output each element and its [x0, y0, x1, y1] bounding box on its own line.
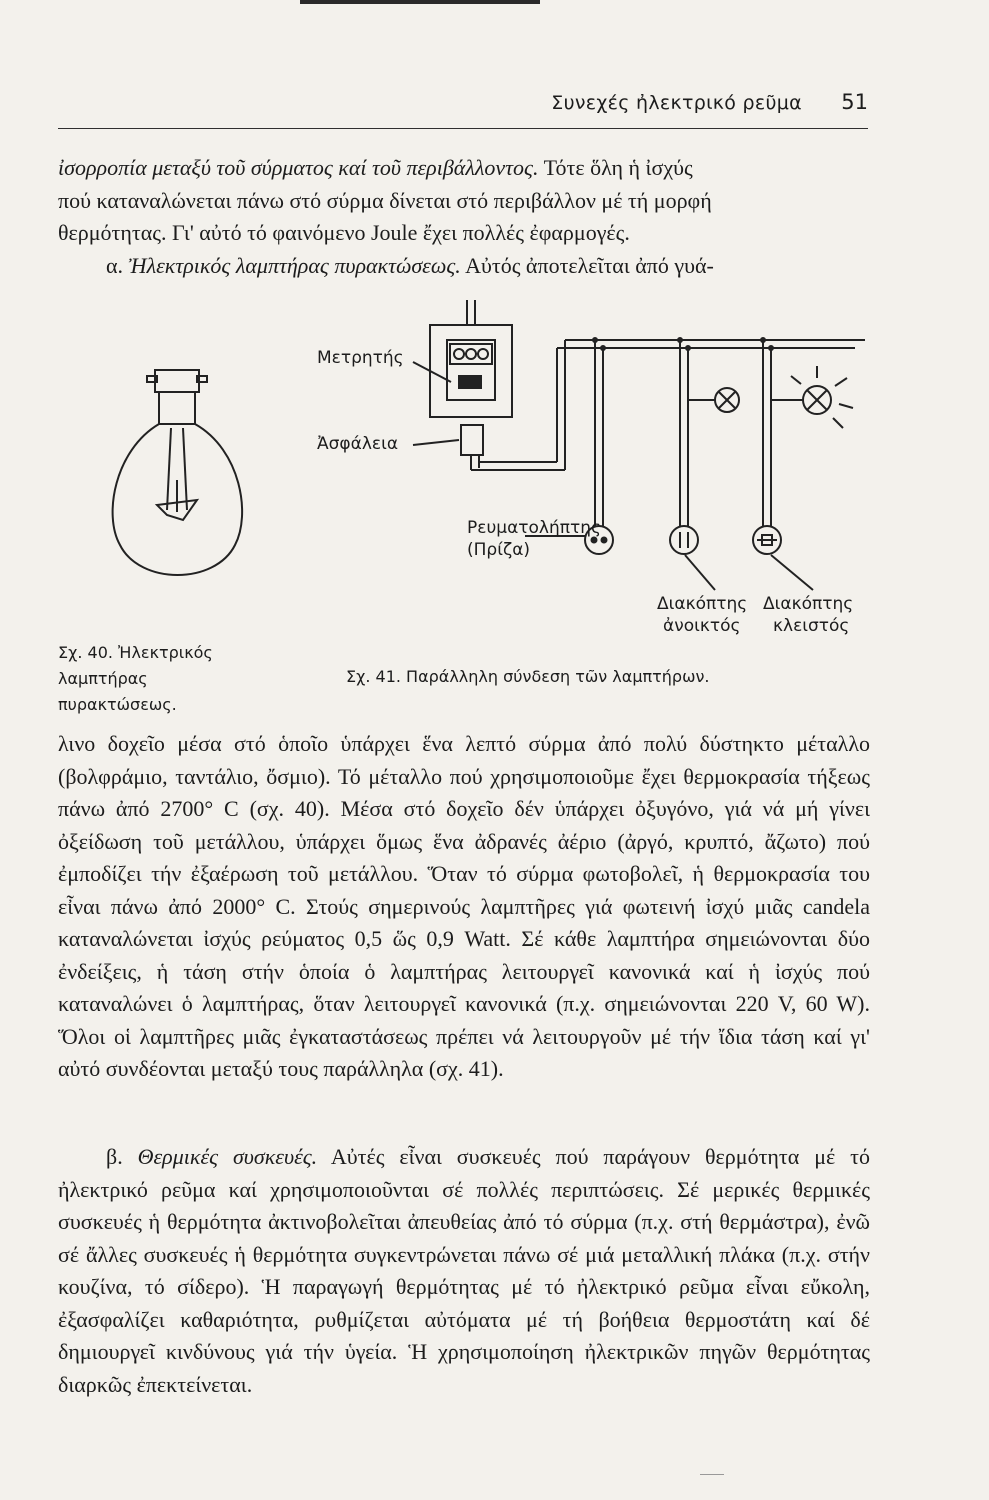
page-number: 51: [841, 90, 868, 114]
intro-line-4: [58, 250, 870, 283]
page-header: [120, 92, 876, 122]
switch-closed-symbol: [753, 526, 781, 554]
intro-paragraph: [58, 152, 870, 282]
intro-italic: ἰσορροπία μεταξύ τοῦ σύρματος καί τοῦ περιβάλλοντος.: [58, 155, 539, 180]
label-switch-open-1: Διακόπτης: [657, 594, 748, 614]
section-title-lamp: Ἠλεκτρικός λαμπτήρας πυρακτώσεως.: [123, 252, 461, 278]
heating-paragraph: [58, 1141, 870, 1401]
caption-fig-40: Σχ. 40. Ἠλεκτρικός λαμπτήρας πυρακτώσεως.: [58, 643, 213, 714]
section-marker-b: β.: [106, 1144, 123, 1169]
footer-mark: [700, 1474, 724, 1475]
intro-line-1-rest: Τότε ὅλη ἡ ἰσχύς: [538, 155, 693, 180]
label-meter: Μετρητής: [317, 348, 404, 368]
section-marker-a: α.: [106, 252, 124, 278]
label-switch-closed-1: Διακόπτης: [763, 594, 854, 614]
heating-text: Αὐτές εἶναι συσκευές πού παράγουν θερμότητα μέ τό ἠλεκτρικό ρεῦμα καί χρησιμοποιοῦνται σέ πολλές περιπτώσεις. Σέ μερικές θερμικές συσκευές ἡ θερμότητα ἀκτινοβολεῖται ἀπευθείας ἀπό τό σύρμα (π.χ. στή θερμάστρα), ἐνῶ σέ ἄλλες συσκευές ἡ θερμότητα συγκεντρώνεται πάνω σέ μιά μεταλλική πλάκα (π.χ. στήν κουζίνα, τό σίδερο). Ἡ παραγωγή θερμότητας μέ τό ἠλεκτρικό ρεῦμα εἶναι εὔκολη, ἐξασφαλίζει καθαριότητα, ρυθμίζεται αὐτόματα μέ τή βοήθεια θερμοστάτη καί δέ δημιουργεῖ κινδύνους γιά τήν ὑγεία. Ἡ χρησιμοποίηση ἠλεκτρικῶν πηγῶν θερμότητας διαρκῶς ἐπεκτείνεται.: [58, 1144, 870, 1397]
circuit-diagram: [95, 300, 880, 670]
lamp-on-symbol: [791, 366, 853, 428]
intro-line-3: θερμότητας. Γι' αὐτό τό φαινόμενο Joule ἔχει πολλές ἐφαρμογές.: [58, 220, 630, 245]
running-title: Συνεχές ἠλεκτρικό ρεῦμα: [551, 92, 802, 114]
figures-40-41: [95, 300, 880, 670]
lamp-paragraph: λινο δοχεῖο μέσα στό ὁποῖο ὑπάρχει ἕνα λεπτό σύρμα ἀπό πολύ δύστηκτο μέταλλο (βολφράμιο, ταντάλιο, ὄσμιο). Τό μέταλλο πού χρησιμοποιοῦμε ἔχει θερμοκρασία τήξεως πάνω ἀπό 2700° C (σχ. 40). Μέσα στό δοχεῖο δέν ὑπάρχει ὀξυγόνο, γιά νά μή γίνει ὀξείδωση τοῦ μετάλλου, ὑπάρχει ὅμως ἕνα ἀδρανές ἀέριο (ἀργό, κρυπτό, ἄζωτο) πού ἐμποδίζει τήν ἐξαέρωση τοῦ μετάλλου. Ὅταν τό σύρμα φωτοβολεῖ, ἡ θερμοκρασία του εἶναι πάνω ἀπό 2000° C. Στούς σημερινούς λαμπτῆρες γιά φωτεινή ἰσχύ μιᾶς candela καταναλώνεται ἰσχύς ρεύματος 0,5 ὥς 0,9 Watt. Σέ κάθε λαμπτήρα σημειώνονται δύο ἐνδείξεις, ἡ τάση στήν ὁποία ὁ λαμπτήρας λειτουργεῖ κανονικά καί ἡ ἰσχύς πού καταναλώνει ὁ λαμπτήρας, ὅταν λειτουργεῖ κανονικά (π.χ. σημειώνονται 220 V, 60 W). Ὅλοι οἱ λαμπτῆρες μιᾶς ἐγκαταστάσεως πρέπει νά λειτουργοῦν μέ τήν ἴδια τάση καί γι' αὐτό συνδέονται μεταξύ τους παράλληλα (σχ. 41).: [58, 731, 870, 1081]
label-switch-open-2: ἀνοικτός: [663, 616, 741, 636]
caption-fig-41: Σχ. 41. Παράλληλη σύνδεση τῶν λαμπτήρων.: [346, 667, 710, 686]
wiring: [471, 340, 865, 526]
header-rule: [58, 128, 868, 129]
incandescent-bulb-illustration: [113, 370, 243, 575]
lamp-off-symbol: [715, 388, 739, 412]
label-fuse: Ἀσφάλεια: [317, 434, 399, 454]
label-socket-1: Ρευματολήπτης: [467, 518, 601, 538]
intro-line-1: [58, 152, 870, 185]
label-switch-closed-2: κλειστός: [773, 616, 850, 636]
section-title-heating: Θερμικές συσκευές.: [122, 1144, 318, 1169]
intro-line-4-rest: Αὐτός ἀποτελεῖται ἀπό γυά-: [460, 252, 714, 278]
intro-line-2: πού καταναλώνεται πάνω στό σύρμα δίνεται στό περιβάλλον μέ τή μορφή: [58, 187, 712, 213]
label-socket-2: (Πρίζα): [467, 540, 531, 560]
top-edge-bar: [300, 0, 540, 4]
switch-open-symbol: [670, 526, 698, 554]
